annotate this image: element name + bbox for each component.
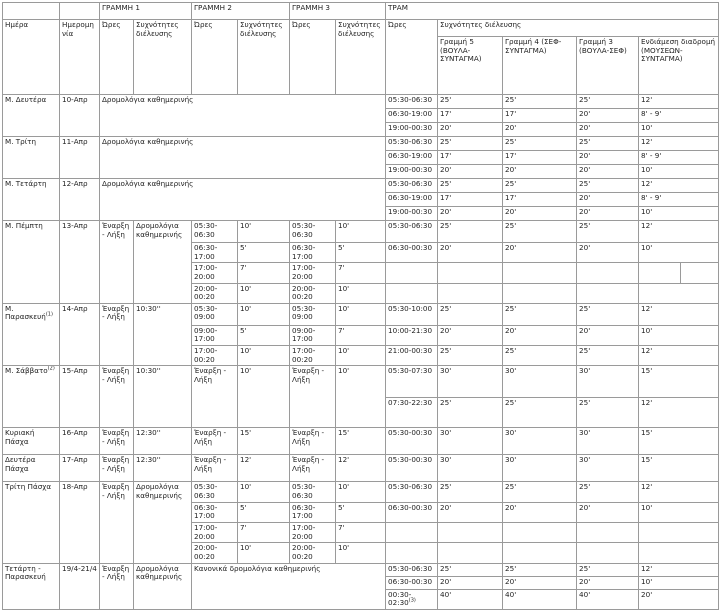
- tram-interim-cell: 15': [639, 455, 719, 482]
- date-cell: 16-Απρ: [60, 428, 100, 455]
- line2-freq-header: Συχνότητες διέλευσης: [238, 20, 290, 95]
- table-row: [3, 179, 719, 193]
- tram-line5-cell: 25': [438, 482, 503, 502]
- tram-line5-cell: 30': [438, 428, 503, 455]
- table-row: [3, 455, 719, 482]
- empty-cell: [386, 283, 438, 303]
- tram-interim-cell: 20': [639, 589, 719, 609]
- tram-hours-cell: 10:00-21:30: [386, 325, 438, 345]
- tram-hours-cell: 05:30-10:00: [386, 303, 438, 325]
- line1-freq-cell: Δρομολόγια καθημερινής: [134, 482, 192, 563]
- tram-line4-cell: 20': [503, 123, 577, 137]
- line3-hours-cell: Έναρξη - Λήξη: [290, 428, 336, 455]
- tram-interim-cell: 12': [639, 179, 719, 193]
- date-cell: 18-Απρ: [60, 482, 100, 563]
- date-cell: 12-Απρ: [60, 179, 100, 221]
- line3-hours-cell: 05:30-06:30: [290, 221, 336, 243]
- tram-line5-cell: 25': [438, 221, 503, 243]
- line1-hours-cell: Έναρξη - Λήξη: [100, 303, 134, 366]
- tram-interim-cell: 10': [639, 576, 719, 589]
- line3-hours-cell: 05:30-09:00: [290, 303, 336, 325]
- empty-cell: [386, 522, 438, 542]
- line2-header: ΓΡΑΜΜΗ 2: [192, 3, 290, 20]
- tram-interim-cell: 8' - 9': [639, 151, 719, 165]
- line1-hours-cell: Έναρξη - Λήξη: [100, 482, 134, 563]
- table-row: [3, 137, 719, 151]
- tram-line5-cell: 20': [438, 502, 503, 522]
- tram-line3-cell: 25': [577, 482, 639, 502]
- tram-interim-cell: 10': [639, 325, 719, 345]
- tram-line5-cell: 20': [438, 576, 503, 589]
- line2-hours-cell: 05:30-06:30: [192, 221, 238, 243]
- line2-freq-cell: 15': [238, 428, 290, 455]
- tram-line4-cell: 17': [503, 193, 577, 207]
- line3-freq-cell: 7': [336, 263, 386, 283]
- date-cell: 15-Απρ: [60, 366, 100, 428]
- line3-hours-cell: 09:00-17:00: [290, 325, 336, 345]
- line3-hours-cell: 17:00-20:00: [290, 522, 336, 542]
- line1-hours-cell: Έναρξη - Λήξη: [100, 366, 134, 428]
- table-row: [3, 303, 719, 325]
- line1-freq-cell: 10:30'': [134, 366, 192, 428]
- line2-freq-cell: 10': [238, 366, 290, 428]
- line2-freq-cell: 10': [238, 283, 290, 303]
- line3-hours-cell: 17:00-00:20: [290, 346, 336, 366]
- tram-line4-cell: 25': [503, 179, 577, 193]
- line2-freq-cell: 10': [238, 482, 290, 502]
- tram-line4-cell: 17': [503, 109, 577, 123]
- tram-line4-cell: 25': [503, 563, 577, 576]
- header-row-2: [3, 20, 719, 37]
- empty-cell: [681, 263, 719, 283]
- tram-hours-cell: 06:30-00:30: [386, 502, 438, 522]
- tram-line5-cell: 20': [438, 165, 503, 179]
- tram-hours-cell: 05:30-06:30: [386, 482, 438, 502]
- line3-freq-cell: 10': [336, 303, 386, 325]
- holiday-schedule-table: [2, 2, 719, 610]
- line3-freq-cell: 10': [336, 366, 386, 428]
- tram-line5-cell: 25': [438, 303, 503, 325]
- line3-hours-cell: 20:00-00:20: [290, 283, 336, 303]
- tram-line5-cell: 20': [438, 243, 503, 263]
- line2-hours-cell: 05:30-06:30: [192, 482, 238, 502]
- date-cell: 19/4-21/4: [60, 563, 100, 609]
- tram-line3-cell: 20': [577, 576, 639, 589]
- tram-interim-cell: 15': [639, 428, 719, 455]
- empty-cell: [577, 522, 639, 542]
- tram-line3-header: Γραμμή 3 (ΒΟΥΛΑ-ΣΕΦ): [577, 37, 639, 95]
- date-cell: 10-Απρ: [60, 95, 100, 137]
- tram-hours-cell: 06:30-19:00: [386, 151, 438, 165]
- tram-line5-cell: 25': [438, 95, 503, 109]
- line1-freq-header: Συχνότητες διέλευσης: [134, 20, 192, 95]
- line2-hours-cell: 06:30-17:00: [192, 502, 238, 522]
- day-label: Μ. Σάββατο: [5, 366, 48, 376]
- day-cell: Κυριακή Πάσχα: [3, 428, 60, 455]
- table-row: [3, 95, 719, 109]
- tram-line5-cell: 20': [438, 207, 503, 221]
- day-cell: Τρίτη Πάσχα: [3, 482, 60, 563]
- line2-hours-cell: 06:30-17:00: [192, 243, 238, 263]
- tram-line3-cell: 40': [577, 589, 639, 609]
- weekday-service-cell: Δρομολόγια καθημερινής: [100, 179, 386, 221]
- line3-hours-header: Ώρες: [290, 20, 336, 95]
- day-cell: [3, 366, 60, 428]
- line2-hours-cell: 05:30-09:00: [192, 303, 238, 325]
- footnote-mark: (2): [47, 366, 55, 373]
- tram-line4-cell: 25': [503, 95, 577, 109]
- table-row: [3, 563, 719, 576]
- empty-cell: [503, 283, 577, 303]
- line1-freq-cell: Δρομολόγια καθημερινής: [134, 221, 192, 304]
- line2-hours-cell: 17:00-20:00: [192, 522, 238, 542]
- tram-interim-cell: 12': [639, 303, 719, 325]
- date-cell: 17-Απρ: [60, 455, 100, 482]
- tram-line3-cell: 20': [577, 123, 639, 137]
- empty-header-cell: [60, 3, 100, 20]
- line1-freq-cell: 10:30'': [134, 303, 192, 366]
- tram-interim-cell: 8' - 9': [639, 193, 719, 207]
- tram-line3-cell: 25': [577, 563, 639, 576]
- line2-freq-cell: 7': [238, 522, 290, 542]
- tram-hours-cell: 19:00-00:30: [386, 165, 438, 179]
- tram-line4-cell: 20': [503, 165, 577, 179]
- empty-cell: [639, 283, 719, 303]
- tram-interim-cell: 10': [639, 207, 719, 221]
- tram-freq-group-header: Συχνότητες διέλευσης: [438, 20, 719, 37]
- empty-cell: [438, 543, 503, 563]
- line2-freq-cell: 7': [238, 263, 290, 283]
- line2-freq-cell: 5': [238, 325, 290, 345]
- empty-cell: [438, 283, 503, 303]
- line2-hours-cell: Έναρξη - Λήξη: [192, 455, 238, 482]
- line3-freq-cell: 5': [336, 243, 386, 263]
- line2-hours-header: Ώρες: [192, 20, 238, 95]
- day-cell: [3, 303, 60, 366]
- tram-line3-cell: 20': [577, 243, 639, 263]
- line2-freq-cell: 5': [238, 502, 290, 522]
- line3-freq-cell: 7': [336, 522, 386, 542]
- tram-interim-cell: 12': [639, 398, 719, 428]
- tram-interim-cell: 12': [639, 563, 719, 576]
- table-row: [3, 221, 719, 243]
- tram-line5-cell: 20': [438, 325, 503, 345]
- line3-hours-cell: 17:00-20:00: [290, 263, 336, 283]
- empty-cell: [577, 283, 639, 303]
- line2-hours-cell: 09:00-17:00: [192, 325, 238, 345]
- line2-hours-cell: 17:00-00:20: [192, 346, 238, 366]
- tram-line4-cell: 25': [503, 137, 577, 151]
- day-cell: Μ. Πέμπτη: [3, 221, 60, 304]
- line2-hours-cell: Έναρξη - Λήξη: [192, 428, 238, 455]
- date-header: Ημερομηνία: [60, 20, 100, 95]
- tram-hours-cell: [386, 589, 438, 609]
- tram-line5-cell: 25': [438, 179, 503, 193]
- tram-hours-cell: 07:30-22:30: [386, 398, 438, 428]
- line2-freq-cell: 10': [238, 543, 290, 563]
- line1-freq-cell: 12:30'': [134, 428, 192, 455]
- tram-hours-cell: 05:30-06:30: [386, 179, 438, 193]
- tram-line3-cell: 30': [577, 428, 639, 455]
- line3-hours-cell: 05:30-06:30: [290, 482, 336, 502]
- tram-line5-cell: 30': [438, 455, 503, 482]
- line2-freq-cell: 5': [238, 243, 290, 263]
- tram-line3-cell: 20': [577, 325, 639, 345]
- line3-freq-cell: 12': [336, 455, 386, 482]
- line2-freq-cell: 10': [238, 346, 290, 366]
- line3-hours-cell: 06:30-17:00: [290, 243, 336, 263]
- tram-line4-cell: 17': [503, 151, 577, 165]
- tram-line5-cell: 25': [438, 563, 503, 576]
- tram-line4-cell: 30': [503, 366, 577, 398]
- line1-header: ΓΡΑΜΜΗ 1: [100, 3, 192, 20]
- line1-hours-header: Ώρες: [100, 20, 134, 95]
- empty-cell: [386, 263, 438, 283]
- tram-interim-cell: 10': [639, 123, 719, 137]
- tram-line4-cell: 20': [503, 502, 577, 522]
- tram-line5-header: Γραμμή 5 (ΒΟΥΛΑ-ΣΥΝΤΑΓΜΑ): [438, 37, 503, 95]
- empty-cell: [438, 263, 503, 283]
- tram-hours-cell: 19:00-00:30: [386, 123, 438, 137]
- tram-interim-cell: 12': [639, 482, 719, 502]
- tram-line4-cell: 25': [503, 221, 577, 243]
- tram-line4-cell: 20': [503, 207, 577, 221]
- line1-freq-cell: Δρομολόγια καθημερινής: [134, 563, 192, 609]
- line1-hours-cell: Έναρξη - Λήξη: [100, 455, 134, 482]
- empty-cell: [503, 543, 577, 563]
- tram-hours-cell: 06:30-00:30: [386, 243, 438, 263]
- line1-hours-cell: Έναρξη - Λήξη: [100, 221, 134, 304]
- table-row: [3, 366, 719, 398]
- line3-hours-cell: Έναρξη - Λήξη: [290, 455, 336, 482]
- empty-cell: [577, 263, 639, 283]
- tram-line4-header: Γραμμή 4 (ΣΕΦ-ΣΥΝΤΑΓΜΑ): [503, 37, 577, 95]
- tram-hours-cell: 05:30-06:30: [386, 95, 438, 109]
- tram-line3-cell: 20': [577, 165, 639, 179]
- line3-hours-cell: 06:30-17:00: [290, 502, 336, 522]
- empty-cell: [438, 522, 503, 542]
- empty-header-cell: [3, 3, 60, 20]
- date-cell: 13-Απρ: [60, 221, 100, 304]
- weekday-service-cell: Δρομολόγια καθημερινής: [100, 137, 386, 179]
- date-cell: 11-Απρ: [60, 137, 100, 179]
- tram-hours-cell: 19:00-00:30: [386, 207, 438, 221]
- tram-line3-cell: 20': [577, 193, 639, 207]
- tram-line4-cell: 20': [503, 325, 577, 345]
- line3-hours-cell: Έναρξη - Λήξη: [290, 366, 336, 428]
- table-row: [3, 428, 719, 455]
- day-cell: Μ. Δευτέρα: [3, 95, 60, 137]
- line2-freq-cell: 10': [238, 221, 290, 243]
- line1-hours-cell: Έναρξη - Λήξη: [100, 428, 134, 455]
- tram-interim-cell: 12': [639, 137, 719, 151]
- tram-line5-cell: 17': [438, 193, 503, 207]
- tram-hours-text: 00:30-02:30: [388, 589, 412, 608]
- day-label: Μ. Παρασκευή: [5, 303, 46, 322]
- tram-line4-cell: 25': [503, 303, 577, 325]
- date-cell: 14-Απρ: [60, 303, 100, 366]
- tram-hours-cell: 05:30-06:30: [386, 137, 438, 151]
- line2-freq-cell: 12': [238, 455, 290, 482]
- tram-interim-cell: 12': [639, 346, 719, 366]
- tram-hours-cell: 05:30-06:30: [386, 563, 438, 576]
- line1-freq-cell: 12:30'': [134, 455, 192, 482]
- tram-hours-cell: 21:00-00:30: [386, 346, 438, 366]
- tram-line4-cell: 30': [503, 428, 577, 455]
- line3-freq-cell: 15': [336, 428, 386, 455]
- table-row: [3, 482, 719, 502]
- empty-cell: [639, 543, 719, 563]
- line3-freq-cell: 10': [336, 543, 386, 563]
- line2-hours-cell: 20:00-00:20: [192, 543, 238, 563]
- line3-hours-cell: 20:00-00:20: [290, 543, 336, 563]
- tram-hours-cell: 05:30-06:30: [386, 221, 438, 243]
- tram-hours-cell: 05:30-00:30: [386, 428, 438, 455]
- day-cell: Μ. Τετάρτη: [3, 179, 60, 221]
- tram-hours-cell: 05:30-07:30: [386, 366, 438, 398]
- tram-line3-cell: 25': [577, 137, 639, 151]
- line2-freq-cell: 10': [238, 303, 290, 325]
- tram-interim-cell: 10': [639, 165, 719, 179]
- line3-freq-cell: 10': [336, 346, 386, 366]
- tram-interim-cell: 10': [639, 502, 719, 522]
- empty-cell: [503, 522, 577, 542]
- header-row-1: [3, 3, 719, 20]
- tram-line5-cell: 17': [438, 151, 503, 165]
- tram-line4-cell: 30': [503, 455, 577, 482]
- tram-line4-cell: 25': [503, 482, 577, 502]
- tram-line4-cell: 20': [503, 243, 577, 263]
- tram-line3-cell: 30': [577, 455, 639, 482]
- tram-line3-cell: 20': [577, 151, 639, 165]
- line3-freq-header: Συχνότητες διέλευσης: [336, 20, 386, 95]
- tram-hours-cell: 06:30-19:00: [386, 193, 438, 207]
- tram-line3-cell: 30': [577, 366, 639, 398]
- tram-line4-cell: 25': [503, 346, 577, 366]
- tram-interim-cell: 15': [639, 366, 719, 398]
- tram-interim-cell: 8' - 9': [639, 109, 719, 123]
- tram-line4-cell: 20': [503, 576, 577, 589]
- tram-line4-cell: 25': [503, 398, 577, 428]
- line3-header: ΓΡΑΜΜΗ 3: [290, 3, 386, 20]
- tram-line3-cell: 25': [577, 346, 639, 366]
- tram-hours-cell: 06:30-00:30: [386, 576, 438, 589]
- line2-hours-cell: 17:00-20:00: [192, 263, 238, 283]
- tram-line4-cell: 40': [503, 589, 577, 609]
- tram-line5-cell: 30': [438, 366, 503, 398]
- empty-cell: [639, 522, 719, 542]
- weekday-service-cell: Δρομολόγια καθημερινής: [100, 95, 386, 137]
- empty-cell: [577, 543, 639, 563]
- tram-line5-cell: 25': [438, 137, 503, 151]
- tram-line5-cell: 25': [438, 346, 503, 366]
- line3-freq-cell: 5': [336, 502, 386, 522]
- tram-interim-cell: 12': [639, 95, 719, 109]
- tram-hours-cell: 06:30-19:00: [386, 109, 438, 123]
- tram-line5-cell: 25': [438, 398, 503, 428]
- line3-freq-cell: 10': [336, 482, 386, 502]
- footnote-mark: (3): [408, 597, 416, 604]
- tram-hours-cell: 05:30-00:30: [386, 455, 438, 482]
- line2-hours-cell: 20:00-00:20: [192, 283, 238, 303]
- tram-interim-cell: 12': [639, 221, 719, 243]
- day-cell: Μ. Τρίτη: [3, 137, 60, 179]
- tram-line5-cell: 40': [438, 589, 503, 609]
- tram-hours-header: Ώρες: [386, 20, 438, 95]
- tram-line3-cell: 25': [577, 398, 639, 428]
- normal-service-cell: Κανονικά δρομολόγια καθημερινής: [192, 563, 386, 609]
- tram-line3-cell: 20': [577, 207, 639, 221]
- line3-freq-cell: 7': [336, 325, 386, 345]
- tram-header: ΤΡΑΜ: [386, 3, 719, 20]
- empty-cell: [639, 263, 681, 283]
- tram-interim-cell: 10': [639, 243, 719, 263]
- line2-hours-cell: Έναρξη - Λήξη: [192, 366, 238, 428]
- day-header: Ημέρα: [3, 20, 60, 95]
- tram-line3-cell: 25': [577, 179, 639, 193]
- line3-freq-cell: 10': [336, 221, 386, 243]
- tram-line3-cell: 20': [577, 109, 639, 123]
- empty-cell: [503, 263, 577, 283]
- day-cell: Δευτέρα Πάσχα: [3, 455, 60, 482]
- tram-interim-header: Ενδιάμεση διαδρομή (ΜΟΥΣΕΩΝ-ΣΥΝΤΑΓΜΑ): [639, 37, 719, 95]
- footnote-mark: (1): [45, 312, 53, 319]
- tram-line3-cell: 20': [577, 502, 639, 522]
- tram-line3-cell: 25': [577, 303, 639, 325]
- empty-cell: [386, 543, 438, 563]
- tram-line3-cell: 25': [577, 221, 639, 243]
- tram-line5-cell: 20': [438, 123, 503, 137]
- day-cell: Τετάρτη - Παρασκευή: [3, 563, 60, 609]
- tram-line5-cell: 17': [438, 109, 503, 123]
- line3-freq-cell: 10': [336, 283, 386, 303]
- tram-line3-cell: 25': [577, 95, 639, 109]
- line1-hours-cell: Έναρξη - Λήξη: [100, 563, 134, 609]
